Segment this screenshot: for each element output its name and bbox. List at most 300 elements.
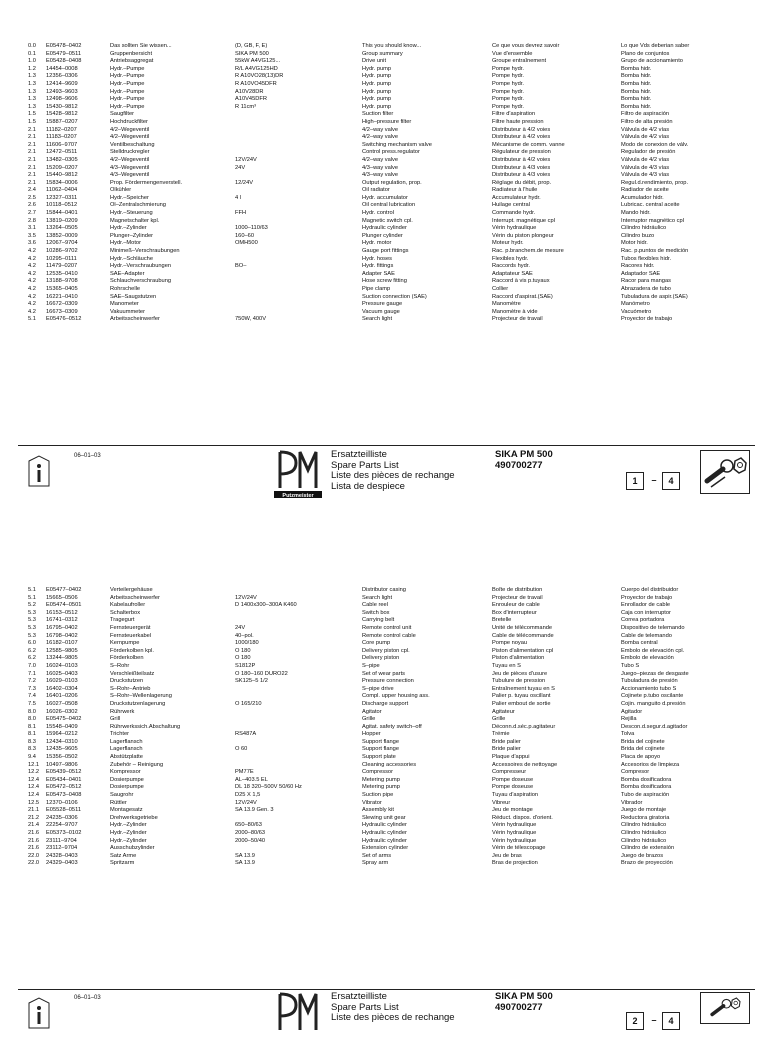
cell-part-number: 11479–0207 <box>46 263 78 270</box>
table-row <box>0 278 768 286</box>
cell-position: 12.4 <box>28 776 40 783</box>
cell-part-number: 23111–9704 <box>46 837 77 844</box>
table-row <box>0 762 768 770</box>
cell-desc-french: Vérin hydraulique <box>492 830 537 836</box>
cell-desc-french: Réglage du débit, prop. <box>492 179 552 186</box>
cell-desc-french: Huilage central <box>492 202 530 209</box>
cell-position: 4.2 <box>28 293 36 300</box>
cell-desc-german: Öl–Zentralschmierung <box>110 202 166 209</box>
table-row <box>0 309 768 317</box>
cell-desc-spanish: Racores hidr. <box>621 263 655 270</box>
cell-part-number: E05528–0511 <box>46 807 82 814</box>
cell-part-number: 16221–0410 <box>46 293 78 300</box>
cell-part-number: 23112–9704 <box>46 845 78 852</box>
putzmeister-logo <box>270 992 326 1042</box>
cell-desc-french: Plaque d'appui <box>492 754 530 761</box>
cell-part-number: 15548–0409 <box>46 723 78 730</box>
cell-desc-french: Mécanisme de comm. vanne <box>492 141 565 148</box>
table-row <box>0 210 768 218</box>
cell-desc-english: Hydr. pump <box>362 65 392 72</box>
table-row <box>0 625 768 633</box>
title-french: Liste des pièces de rechange <box>331 1012 455 1023</box>
cell-part-number: 13852–0009 <box>46 232 78 239</box>
table-row <box>0 81 768 89</box>
cell-desc-german: Hydr.–Pumpe <box>110 80 145 87</box>
cell-desc-english: Support flange <box>362 746 399 753</box>
cell-desc-german: Hydr.–Schläuche <box>110 255 153 262</box>
cell-position: 22.0 <box>28 860 40 867</box>
cell-position: 8.3 <box>28 746 36 753</box>
cell-position: 5.3 <box>28 617 36 624</box>
cell-part-number: E05439–0512 <box>46 769 82 776</box>
table-row <box>0 807 768 815</box>
logo-text: Putzmeister <box>282 493 314 499</box>
cell-desc-french: Adaptateur SAE <box>492 270 533 277</box>
cell-desc-english: Control press.regulator <box>362 149 420 156</box>
cell-desc-english: Switching mechanism valve <box>362 141 432 148</box>
cell-position: 21.1 <box>28 807 40 814</box>
cell-position: 2.1 <box>28 126 36 133</box>
cell-part-number: 16029–0103 <box>46 678 78 685</box>
cell-desc-french: Radiateur à l'huile <box>492 187 538 194</box>
cell-desc-spanish: Proyector de trabajo <box>621 316 673 323</box>
cell-specification: SIKA PM 500 <box>235 50 269 57</box>
table-row <box>0 853 768 861</box>
cell-desc-german: Druckstutzenlagerung <box>110 700 166 707</box>
cell-desc-german: Hydr.–Zylinder <box>110 837 147 844</box>
cell-desc-german: Plunger–Zylinder <box>110 232 153 239</box>
cell-desc-french: Compresseur <box>492 769 527 776</box>
cell-desc-german: Verteilergehäuse <box>110 587 153 593</box>
cell-desc-german: Minimeß–Verschraubungen <box>110 248 180 255</box>
cell-part-number: 16673–0309 <box>46 308 78 315</box>
cell-part-number: 22254–9707 <box>46 822 78 829</box>
cell-specification: (D, GB, F, E) <box>235 43 268 49</box>
cell-desc-german: Schalterbox <box>110 609 141 616</box>
table-row <box>0 640 768 648</box>
cell-desc-french: Manomètre <box>492 301 521 308</box>
cell-part-number: 15356–0502 <box>46 754 78 761</box>
cell-desc-english: Search light <box>362 316 393 323</box>
cell-part-number: 16025–0403 <box>46 670 78 677</box>
cell-desc-german: Ölkühler <box>110 187 132 194</box>
table-row <box>0 240 768 248</box>
table-row <box>0 610 768 618</box>
cell-desc-spanish: Cilindro de extensión <box>621 845 675 852</box>
cell-desc-english: Metering pump <box>362 776 400 783</box>
cell-desc-english: Drive unit <box>362 58 387 65</box>
table-row <box>0 271 768 279</box>
cell-desc-english: Hydr. pump <box>362 73 392 80</box>
cell-desc-spanish: Válvula de 4/3 vías <box>621 172 670 179</box>
cell-position: 0.0 <box>28 43 36 49</box>
cell-specification: 55kW A4VG125... <box>235 58 281 65</box>
cell-part-number: 16402–0304 <box>46 685 78 692</box>
cell-desc-german: SAE–Adapter <box>110 270 145 277</box>
table-row <box>0 58 768 66</box>
cell-position: 1.5 <box>28 111 36 118</box>
info-icon <box>26 996 52 1030</box>
cell-desc-spanish: Cilindro hidráulico <box>621 225 667 232</box>
cell-desc-german: Hydr.–Zylinder <box>110 830 147 836</box>
cell-desc-german: Rüttler <box>110 799 127 806</box>
model-block <box>495 450 553 471</box>
cell-desc-french: Accumulateur hydr. <box>492 194 541 201</box>
cell-position: 1.5 <box>28 118 36 125</box>
cell-specification: 4 l <box>235 194 242 201</box>
cell-part-number: 13264–0505 <box>46 225 78 232</box>
page-number: 2 <box>626 1012 644 1030</box>
cell-position: 5.1 <box>28 587 36 593</box>
cell-desc-english: Adapter SAE <box>362 270 395 277</box>
cell-desc-english: Hydr. pump <box>362 103 392 110</box>
cell-desc-spanish: Adaptador SAE <box>621 270 661 277</box>
cell-desc-french: Accessoires de nettoyage <box>492 761 558 768</box>
cell-desc-german: Prop. Fördermengenverstell. <box>110 179 183 186</box>
title-french: Liste des pièces de rechange <box>331 470 455 481</box>
cell-desc-german: S–Rohr–Antrieb <box>110 685 151 692</box>
cell-position: 8.3 <box>28 738 36 745</box>
cell-position: 4.2 <box>28 248 36 255</box>
cell-desc-french: Cable de télécommande <box>492 632 554 639</box>
table-row <box>0 701 768 709</box>
cell-position: 4.2 <box>28 301 36 308</box>
cell-desc-spanish: Cojinete p.tubo oscilante <box>621 693 684 700</box>
cell-desc-spanish: Tubuladura de aspir.(SAE) <box>621 293 688 300</box>
cell-desc-german: Kompressor <box>110 769 141 776</box>
cell-desc-german: Lagerflansch <box>110 746 143 753</box>
page-separator: – <box>651 475 657 485</box>
cell-desc-german: Fernsteuerkabel <box>110 632 152 639</box>
table-row <box>0 301 768 309</box>
divider-line <box>18 445 755 446</box>
table-row <box>0 256 768 264</box>
cell-desc-german: Hydr.–Pumpe <box>110 96 145 103</box>
cell-desc-spanish: Manómetro <box>621 301 650 308</box>
cell-desc-french: Piston d'alimentation <box>492 655 545 662</box>
cell-position: 1.3 <box>28 73 36 80</box>
cell-desc-english: Discharge support <box>362 700 409 707</box>
cell-desc-spanish: Cojin. manguito d.presión <box>621 700 686 707</box>
cell-position: 2.1 <box>28 149 36 156</box>
cell-desc-spanish: Accionamiento tubo S <box>621 685 677 692</box>
cell-position: 8.1 <box>28 731 36 738</box>
table-row <box>0 792 768 800</box>
cell-part-number: 13482–0305 <box>46 156 78 163</box>
cell-position: 5.1 <box>28 316 36 323</box>
cell-position: 7.1 <box>28 670 36 677</box>
cell-desc-spanish: Filtro de alta presión <box>621 118 673 125</box>
cell-position: 2.5 <box>28 194 36 201</box>
cell-part-number: 12435–9605 <box>46 746 78 753</box>
cell-desc-french: Pompe hydr. <box>492 103 524 110</box>
cell-position: 2.1 <box>28 179 36 186</box>
cell-desc-spanish: Plano de conjuntos <box>621 50 670 57</box>
cell-desc-french: Distributeur à 4/2 voies <box>492 126 551 133</box>
table-row <box>0 693 768 701</box>
model-name: SIKA PM 500 <box>495 449 553 460</box>
cell-desc-english: Hydr. hoses <box>362 255 393 262</box>
cell-desc-english: Slewing unit gear <box>362 814 406 821</box>
cell-desc-german: Zubehör – Reinigung <box>110 761 164 768</box>
cell-desc-french: Palier p. tuyau oscillant <box>492 693 551 700</box>
cell-desc-spanish: Válvula de 4/3 vías <box>621 164 670 171</box>
table-row <box>0 218 768 226</box>
cell-part-number: 12434–0310 <box>46 738 78 745</box>
cell-desc-english: Compressor <box>362 769 393 776</box>
cell-position: 7.4 <box>28 693 36 700</box>
cell-part-number: 15428–9812 <box>46 111 78 118</box>
table-row <box>0 96 768 104</box>
cell-desc-german: Dosierpumpe <box>110 784 144 791</box>
cell-desc-english: Hydr. control <box>362 210 394 217</box>
cell-position: 7.5 <box>28 700 36 707</box>
table-row <box>0 716 768 724</box>
cell-position: 3.1 <box>28 225 36 232</box>
table-row <box>0 142 768 150</box>
title-english: Spare Parts List <box>331 1001 399 1013</box>
cell-part-number: E05373–0102 <box>46 830 82 836</box>
cell-specification: R 11cm³ <box>235 103 257 110</box>
cell-position: 3.5 <box>28 232 36 239</box>
cell-desc-english: Group summary <box>362 50 403 57</box>
cell-desc-english: 4/2–way valve <box>362 134 399 141</box>
table-row <box>0 66 768 74</box>
cell-position: 1.3 <box>28 80 36 87</box>
cell-specification: BO– <box>235 263 247 270</box>
cell-desc-english: 4/2–way valve <box>362 156 399 163</box>
cell-desc-spanish: Accesorios de limpieza <box>621 761 680 768</box>
cell-position: 21.4 <box>28 822 40 829</box>
cell-part-number: E05428–0408 <box>46 58 82 65</box>
cell-desc-french: Vérin de télescopage <box>492 845 546 852</box>
cell-desc-french: Grille <box>492 716 506 723</box>
cell-desc-english: Magnetic switch cpl. <box>362 217 413 224</box>
cell-desc-french: Filtre haute pression <box>492 118 544 125</box>
page-separator: – <box>651 1015 657 1025</box>
cell-desc-spanish: Modo de conexion de válv. <box>621 141 689 148</box>
cell-position: 22.0 <box>28 852 40 859</box>
cell-desc-french: Enrouleur de cable <box>492 602 540 609</box>
table-row <box>0 678 768 686</box>
cell-desc-spanish: Tubos flexibles hidr. <box>621 255 672 262</box>
sheet-2 <box>0 520 768 1024</box>
cell-part-number: E05476–0512 <box>46 316 82 323</box>
cell-desc-spanish: Reductora giratoria <box>621 814 670 821</box>
cell-part-number: E05475–0402 <box>46 716 82 723</box>
cell-specification: 1000/180 <box>235 640 259 647</box>
cell-desc-german: Hydr.–Zylinder <box>110 225 147 232</box>
cell-desc-spanish: Grupo de accionamiento <box>621 58 683 65</box>
cell-part-number: 12370–0106 <box>46 799 78 806</box>
cell-desc-french: Unité de télécommande <box>492 624 553 631</box>
cell-position: 12.1 <box>28 761 40 768</box>
cell-specification: R A10VO45DFR <box>235 80 277 87</box>
table-row <box>0 73 768 81</box>
cell-part-number: 11606–9707 <box>46 141 78 148</box>
cell-position: 8.1 <box>28 723 36 730</box>
cell-part-number: 12472–0511 <box>46 149 78 156</box>
cell-part-number: 12414–9609 <box>46 80 78 87</box>
cell-desc-spanish: Cilindro buzo <box>621 232 655 239</box>
cell-desc-german: Gruppenbersicht <box>110 50 153 57</box>
table-row <box>0 754 768 762</box>
table-row <box>0 134 768 142</box>
cell-part-number: E05478–0402 <box>46 43 82 49</box>
cell-desc-french: Tuyau d'aspiration <box>492 792 539 799</box>
cell-desc-english: Pressure connection <box>362 678 414 685</box>
cell-desc-german: S–Rohr <box>110 662 130 669</box>
table-row <box>0 595 768 603</box>
cell-desc-french: Entraînement tuyau en S <box>492 685 555 692</box>
table-row <box>0 43 768 51</box>
cell-desc-german: Hydr.–Zylinder <box>110 822 147 829</box>
cell-desc-spanish: Radiador de aceite <box>621 187 669 194</box>
cell-desc-french: Pompe hydr. <box>492 65 524 72</box>
cell-part-number: 15844–0401 <box>46 210 78 217</box>
cell-position: 2.1 <box>28 141 36 148</box>
cell-specification: SA 13.9 <box>235 860 255 867</box>
cell-desc-spanish: Acumulador hidr. <box>621 194 664 201</box>
cell-desc-german: SAE–Saugstutzen <box>110 293 157 300</box>
cell-desc-german: Förderkolben <box>110 655 144 662</box>
cell-desc-spanish: Embolo de elevación <box>621 655 674 662</box>
cell-position: 1.0 <box>28 58 36 65</box>
cell-desc-german: Rohrschelle <box>110 286 141 292</box>
cell-specification: A10V28DR <box>235 88 264 95</box>
cell-desc-french: Raccords hydr. <box>492 263 530 270</box>
cell-desc-spanish: Bomba hidr. <box>621 96 652 103</box>
cell-part-number: 11183–0207 <box>46 134 77 141</box>
cell-part-number: 10286–9702 <box>46 248 78 255</box>
cell-part-number: 10497–9806 <box>46 761 78 768</box>
cell-desc-spanish: Enrollador de cable <box>621 602 671 609</box>
cell-desc-english: 4/2–way valve <box>362 126 399 133</box>
cell-desc-german: Ausschubzylinder <box>110 845 155 852</box>
cell-desc-german: Saugfilter <box>110 111 135 118</box>
cell-desc-german: Spritzarm <box>110 860 135 867</box>
cell-position: 8.0 <box>28 708 36 715</box>
cell-desc-german: S–Rohr–Wellenlagerung <box>110 693 172 700</box>
cell-desc-spanish: Válvula de 4/2 vías <box>621 126 670 133</box>
sheet-1 <box>0 0 768 520</box>
table-row <box>0 784 768 792</box>
table-row <box>0 655 768 663</box>
cell-desc-spanish: Tubo de aspiración <box>621 792 670 799</box>
cell-desc-english: Set of arms <box>362 852 392 859</box>
cell-part-number: E05474–0501 <box>46 602 82 609</box>
cell-desc-spanish: Mando hidr. <box>621 210 651 217</box>
cell-desc-spanish: Correa portadora <box>621 617 665 624</box>
cell-specification: 24V <box>235 624 246 631</box>
cell-desc-french: Jeu de pièces d'usure <box>492 670 548 677</box>
cell-position: 1.2 <box>28 65 36 72</box>
cell-desc-german: Grill <box>110 716 121 723</box>
cell-desc-french: Box d'interrupteur <box>492 609 537 616</box>
table-row <box>0 648 768 656</box>
table-row <box>0 202 768 210</box>
cell-specification: O 60 <box>235 746 248 753</box>
cell-specification: 2000–50/40 <box>235 837 266 844</box>
cell-position: 6.2 <box>28 647 36 654</box>
cell-desc-english: Grille <box>362 716 376 723</box>
cell-desc-english: Agitator <box>362 708 382 715</box>
cell-specification: SA 13.9 Gen. 3 <box>235 807 274 814</box>
cell-desc-german: Abstützplatte <box>110 754 143 761</box>
cell-position: 1.3 <box>28 96 36 103</box>
cell-desc-spanish: Bomba hidr. <box>621 73 652 80</box>
cell-part-number: 11062–0404 <box>46 187 78 194</box>
cell-specification: DL 18 320–500V 50/60 Hz <box>235 784 302 791</box>
cell-part-number: 12498–9606 <box>46 96 78 103</box>
cell-desc-french: Flexibles hydr. <box>492 255 529 262</box>
cell-desc-spanish: Cilindro hidráulico <box>621 822 667 829</box>
page-total: 4 <box>662 472 680 490</box>
table-row <box>0 709 768 717</box>
cell-desc-english: Hydr. fittings <box>362 263 394 270</box>
cell-position: 6.0 <box>28 640 36 647</box>
part-number: 490700277 <box>495 459 543 471</box>
parts-table <box>0 43 768 324</box>
cell-specification: 650–80/63 <box>235 822 262 829</box>
cell-desc-german: Druckstutzen <box>110 678 144 685</box>
cell-part-number: 15964–0212 <box>46 731 78 738</box>
title-spanish: Lista de despiece <box>331 480 405 492</box>
cell-desc-english: Support flange <box>362 738 399 745</box>
cell-desc-spanish: Bomba hidr. <box>621 65 652 72</box>
cell-desc-spanish: Racor para mangas <box>621 278 671 285</box>
cell-desc-english: Search light <box>362 594 393 601</box>
cell-desc-english: Gauge port fittings <box>362 248 409 255</box>
cell-desc-spanish: Interruptor magnético cpl <box>621 217 684 224</box>
sheet-footer <box>0 992 768 1052</box>
cell-part-number: 16182–0107 <box>46 640 78 647</box>
cell-desc-spanish: Brida del cojinete <box>621 738 665 745</box>
cell-desc-german: Antriebsaggregat <box>110 58 154 65</box>
cell-part-number: E05479–0511 <box>46 50 82 57</box>
cell-desc-german: Hydr.–Speicher <box>110 194 149 201</box>
cell-desc-spanish: Embolo de elevación cpl. <box>621 647 685 654</box>
divider-line <box>18 989 755 990</box>
cell-desc-french: Moteur hydr. <box>492 240 524 247</box>
cell-desc-german: Fernsteuergerät <box>110 624 151 631</box>
cell-desc-french: Vérin du piston plongeur <box>492 232 554 239</box>
cell-specification: A10V45DFR <box>235 96 267 103</box>
page-total: 4 <box>662 1012 680 1030</box>
cell-specification: 24V <box>235 164 246 171</box>
cell-desc-english: Support plate <box>362 754 396 761</box>
table-row <box>0 822 768 830</box>
cell-desc-french: Réduct. dispos. d'orient. <box>492 814 553 821</box>
cell-desc-french: Raccord d'aspirat.(SAE) <box>492 293 553 300</box>
cell-desc-german: Das sollten Sie wissen... <box>110 43 172 49</box>
cell-desc-french: Tuyau en S <box>492 662 521 669</box>
cell-desc-french: Jeu de bras <box>492 852 522 859</box>
cell-part-number: 10118–0512 <box>46 202 78 209</box>
cell-desc-spanish: Cilindro hidráulico <box>621 837 667 844</box>
cell-desc-english: Assembly kit <box>362 807 394 814</box>
cell-position: 2.8 <box>28 217 36 224</box>
table-row <box>0 225 768 233</box>
cell-desc-german: Arbeitsscheinwerfer <box>110 594 160 601</box>
cell-desc-french: Projecteur de travail <box>492 316 543 323</box>
cell-desc-german: Dosierpumpe <box>110 776 144 783</box>
cell-desc-english: Switch box <box>362 609 390 616</box>
cell-specification: O 180 <box>235 655 251 662</box>
table-row <box>0 769 768 777</box>
cell-desc-english: Delivery piston cpl. <box>362 647 410 654</box>
cell-position: 12.4 <box>28 792 40 799</box>
